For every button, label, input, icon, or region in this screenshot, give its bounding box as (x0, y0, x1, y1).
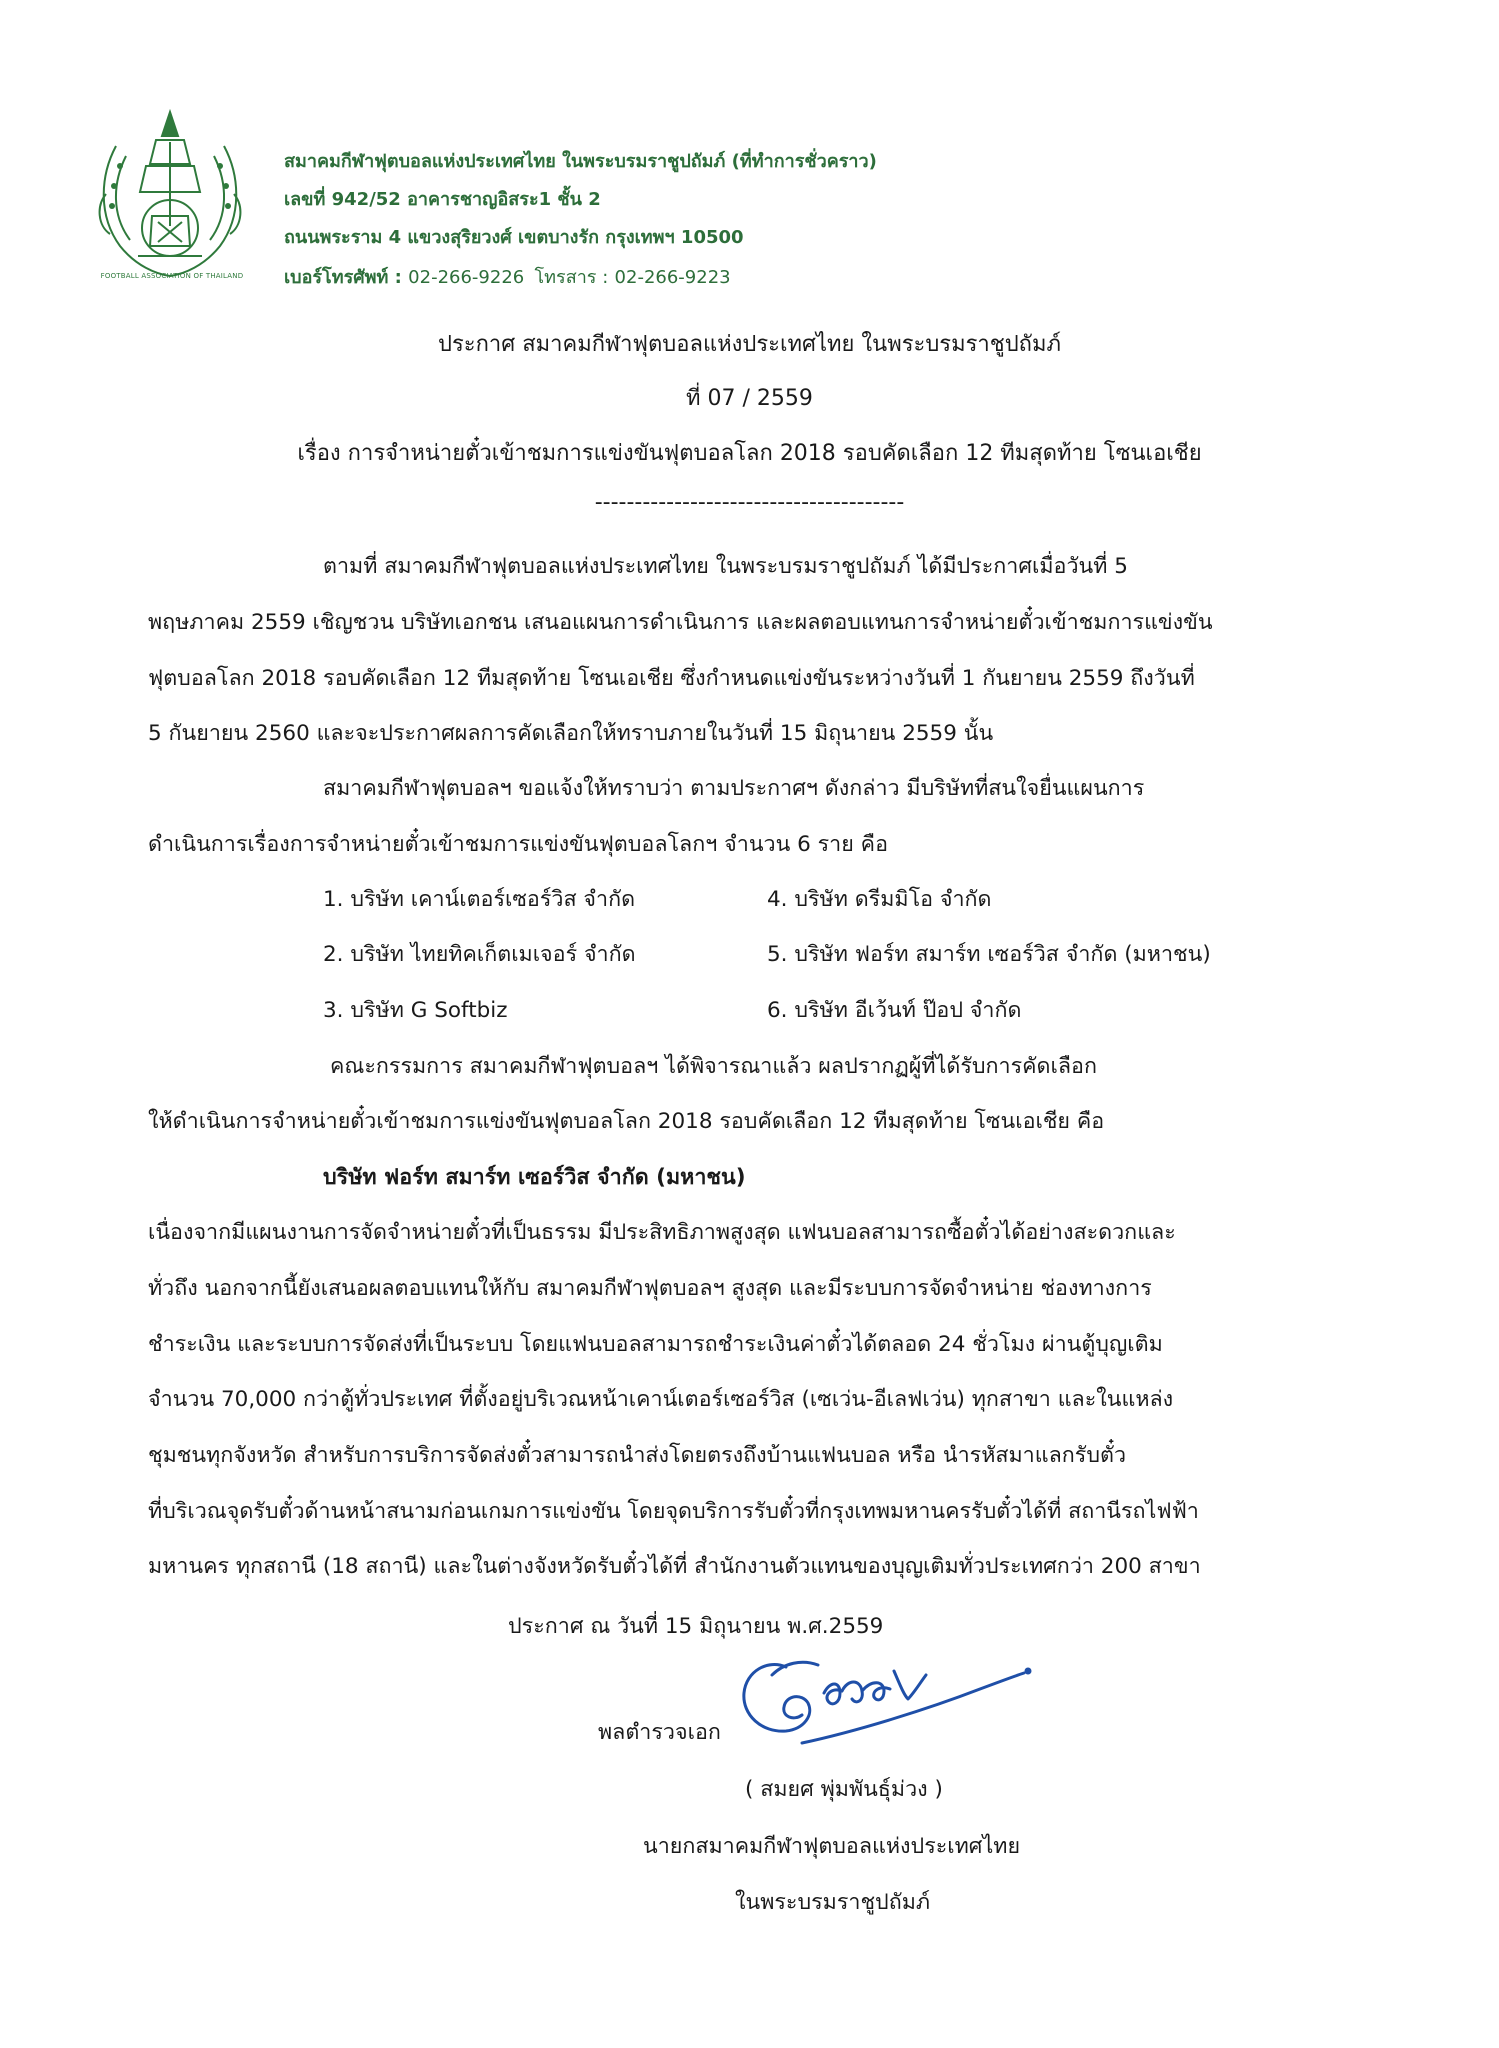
address-line-2: ถนนพระราม 4 แขวงสุริยวงศ์ เขตบางรัก กรุงเทพฯ 10500 (284, 227, 744, 248)
fax-label: โทรสาร : (534, 267, 609, 288)
announcement-date: ประกาศ ณ วันที่ 15 มิถุนายน พ.ศ.2559 (508, 1614, 884, 1639)
paragraph-1-line: 5 กันยายน 2560 และจะประกาศผลการคัดเลือกให้ทราบภายในวันที่ 15 มิถุนายน 2559 นั้น (148, 721, 994, 746)
paragraph-4-line: ชุมชนทุกจังหวัด สำหรับการบริการจัดส่งตั๋วสามารถนำส่งโดยตรงถึงบ้านแฟนบอล หรือ นำรหัสมาแลกรับตั๋ว (148, 1443, 1127, 1468)
phone-label: เบอร์โทรศัพท์ : (284, 267, 402, 288)
selected-company: บริษัท ฟอร์ท สมาร์ท เซอร์วิส จำกัด (มหาชน) (323, 1165, 746, 1190)
address-line-1: เลขที่ 942/52 อาคารชาญอิสระ1 ชั้น 2 (284, 189, 601, 210)
signer-name: ( สมยศ พุ่มพันธุ์ม่วง ) (745, 1777, 943, 1802)
paragraph-3-line: คณะกรรมการ สมาคมกีฬาฟุตบอลฯ ได้พิจารณาแล้ว ผลปรากฏผู้ที่ได้รับการคัดเลือก (330, 1054, 1097, 1079)
phone-value: 02-266-9226 (408, 267, 525, 288)
announcement-number: ที่ 07 / 2559 (686, 386, 813, 411)
contact-line (284, 262, 731, 291)
paragraph-4-line: มหานคร ทุกสถานี (18 สถานี) และในต่างจังหวัดรับตั๋วได้ที่ สำนักงานตัวแทนของบุญเติมทั่วประเทศกว่า 200 สาขา (148, 1554, 1201, 1579)
separator-line: --------------------------------------- (594, 490, 905, 515)
signer-title-line-1: นายกสมาคมกีฬาฟุตบอลแห่งประเทศไทย (643, 1834, 1021, 1859)
announcement-title: ประกาศ สมาคมกีฬาฟุตบอลแห่งประเทศไทย ในพระบรมราชูปถัมภ์ (437, 332, 1061, 357)
paragraph-1-line: ตามที่ สมาคมกีฬาฟุตบอลแห่งประเทศไทย ในพระบรมราชูปถัมภ์ ได้มีประกาศเมื่อวันที่ 5 (323, 554, 1128, 579)
signer-rank: พลตำรวจเอก (598, 1720, 721, 1745)
company-list-item: 2. บริษัท ไทยทิคเก็ตเมเจอร์ จำกัด (323, 942, 636, 967)
company-list-item: 4. บริษัท ดรีมมิโอ จำกัด (767, 887, 992, 912)
company-list-item: 3. บริษัท G Softbiz (323, 998, 508, 1023)
paragraph-4-line: ทั่วถึง นอกจากนี้ยังเสนอผลตอบแทนให้กับ สมาคมกีฬาฟุตบอลฯ สูงสุด และมีระบบการจัดจำหน่าย ช่องทางการ (148, 1276, 1152, 1301)
association-emblem-icon (86, 106, 254, 288)
paragraph-1-line: ฟุตบอลโลก 2018 รอบคัดเลือก 12 ทีมสุดท้าย โซนเอเชีย ซึ่งกำหนดแข่งขันระหว่างวันที่ 1 กันยายน 2559 ถึงวันที่ (148, 666, 1195, 691)
paragraph-4-line: เนื่องจากมีแผนงานการจัดจำหน่ายตั๋วที่เป็นธรรม มีประสิทธิภาพสูงสุด แฟนบอลสามารถซื้อตั๋วได้อย่างสะดวกและ (148, 1220, 1176, 1245)
company-list-item: 5. บริษัท ฟอร์ท สมาร์ท เซอร์วิส จำกัด (มหาชน) (767, 942, 1211, 967)
paragraph-4-line: ที่บริเวณจุดรับตั๋วด้านหน้าสนามก่อนเกมการแข่งขัน โดยจุดบริการรับตั๋วที่กรุงเทพมหานครรับตั๋วได้ที่ สถานีรถไฟฟ้า (148, 1499, 1199, 1524)
paragraph-1-line: พฤษภาคม 2559 เชิญชวน บริษัทเอกชน เสนอแผนการดำเนินการ และผลตอบแทนการจำหน่ายตั๋วเข้าชมการแข่งขัน (148, 610, 1213, 635)
logo-caption: FOOTBALL ASSOCIATION OF THAILAND (100, 272, 244, 280)
signer-title-line-2: ในพระบรมราชูปถัมภ์ (735, 1890, 931, 1915)
signature-image (728, 1645, 1040, 1755)
announcement-subject: เรื่อง การจำหน่ายตั๋วเข้าชมการแข่งขันฟุตบอลโลก 2018 รอบคัดเลือก 12 ทีมสุดท้าย โซนเอเชีย (297, 441, 1202, 466)
organization-name: สมาคมกีฬาฟุตบอลแห่งประเทศไทย ในพระบรมราชูปถัมภ์ (ที่ทำการชั่วคราว) (284, 151, 877, 172)
paragraph-2-line: ดำเนินการเรื่องการจำหน่ายตั๋วเข้าชมการแข่งขันฟุตบอลโลกฯ จำนวน 6 ราย คือ (148, 832, 888, 857)
fax-value: 02-266-9223 (614, 267, 731, 288)
paragraph-4-line: ชำระเงิน และระบบการจัดส่งที่เป็นระบบ โดยแฟนบอลสามารถชำระเงินค่าตั๋วได้ตลอด 24 ชั่วโมง ผ่านตู้บุญเติม (148, 1332, 1163, 1357)
paragraph-2-line: สมาคมกีฬาฟุตบอลฯ ขอแจ้งให้ทราบว่า ตามประกาศฯ ดังกล่าว มีบริษัทที่สนใจยื่นแผนการ (323, 776, 1145, 801)
company-list-item: 6. บริษัท อีเว้นท์ ป๊อป จำกัด (767, 998, 1022, 1023)
company-list-item: 1. บริษัท เคาน์เตอร์เซอร์วิส จำกัด (323, 887, 636, 912)
paragraph-3-line: ให้ดำเนินการจำหน่ายตั๋วเข้าชมการแข่งขันฟุตบอลโลก 2018 รอบคัดเลือก 12 ทีมสุดท้าย โซนเอเชีย คือ (148, 1109, 1105, 1134)
paragraph-4-line: จำนวน 70,000 กว่าตู้ทั่วประเทศ ที่ตั้งอยู่บริเวณหน้าเคาน์เตอร์เซอร์วิส (เซเว่น-อีเลฟเว่น) ทุกสาขา และในแหล่ง (148, 1387, 1174, 1412)
